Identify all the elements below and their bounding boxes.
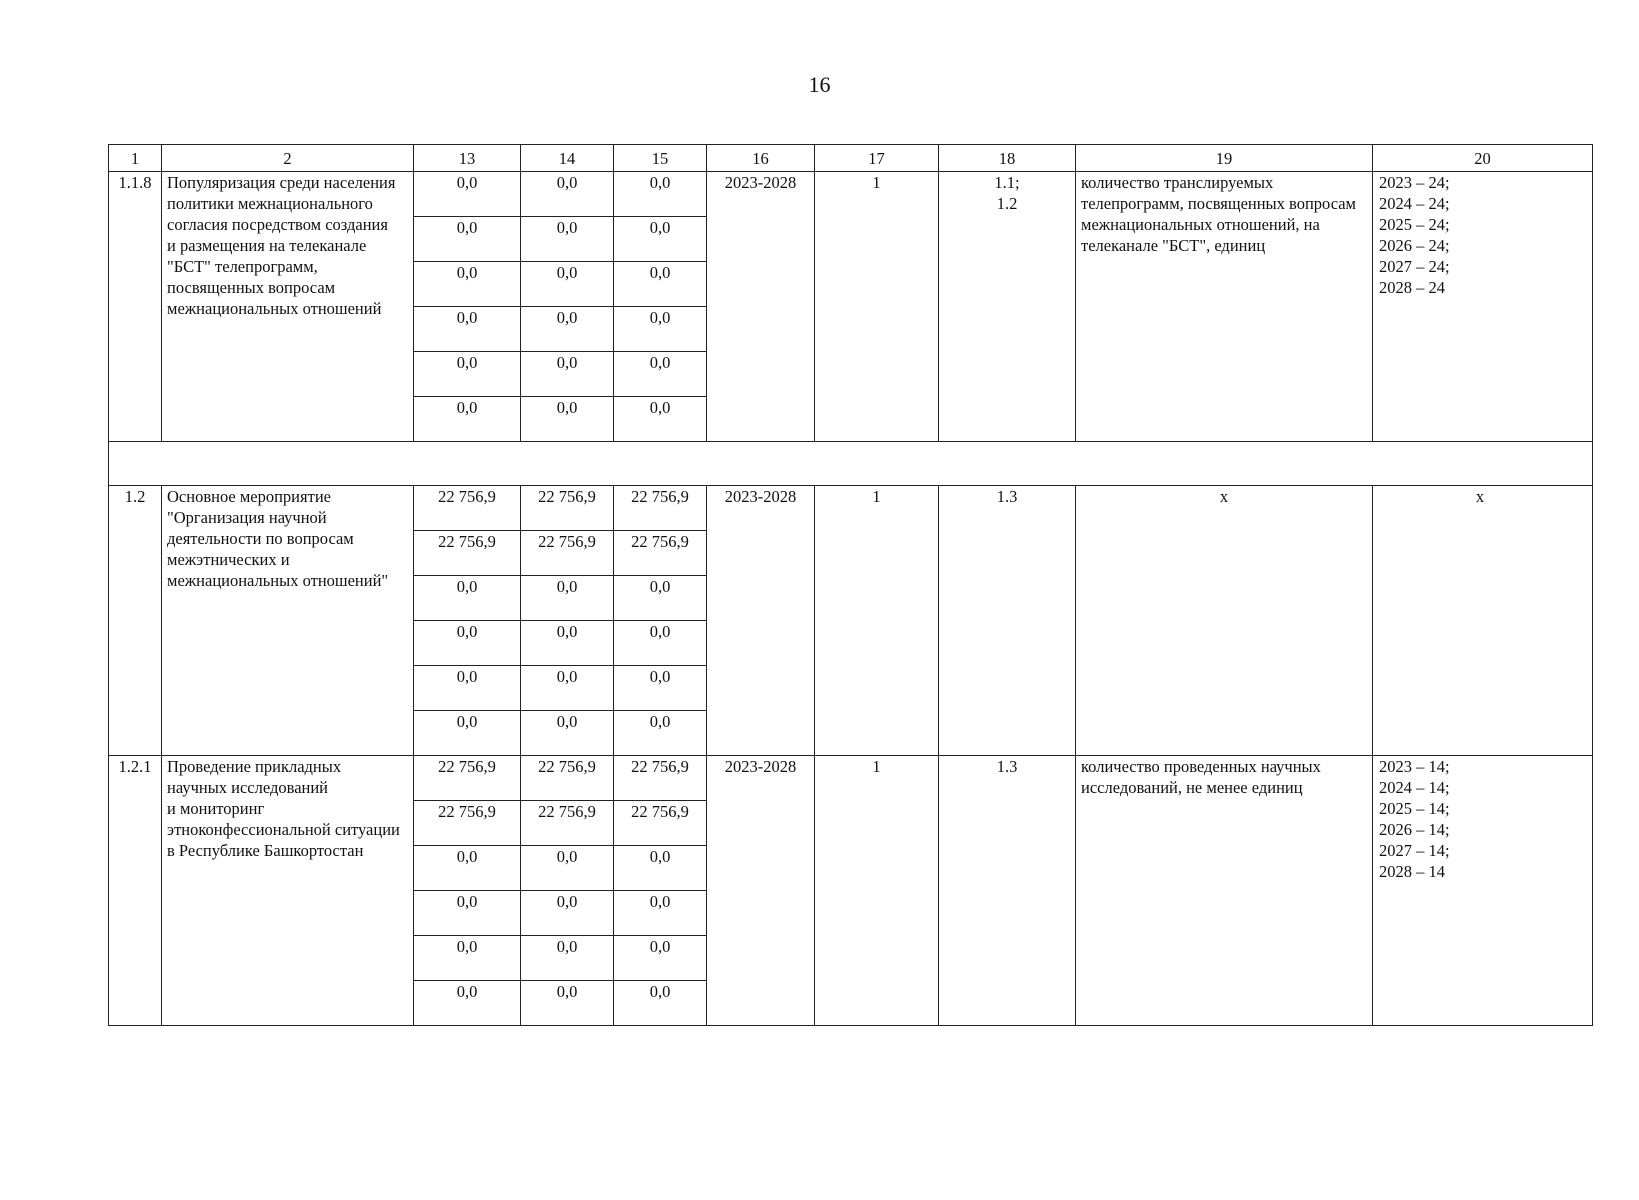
funding-value: 22 756,9 [521, 756, 614, 801]
implementation-period: 2023-2028 [707, 486, 815, 756]
funding-value: 0,0 [414, 981, 521, 1026]
column-17-value: 1 [815, 172, 939, 442]
funding-value: 0,0 [414, 666, 521, 711]
target-value-line: 2024 – 14; [1379, 778, 1450, 797]
funding-value: 0,0 [414, 936, 521, 981]
item-name [162, 756, 414, 1026]
column-18-value [939, 756, 1076, 1026]
funding-value: 0,0 [414, 846, 521, 891]
item-code: 1.1.8 [109, 172, 162, 442]
column-17-value: 1 [815, 756, 939, 1026]
target-value-line: 2024 – 24; [1379, 194, 1450, 213]
funding-value: 0,0 [614, 981, 707, 1026]
funding-value: 0,0 [414, 397, 521, 442]
column-17-value: 1 [815, 486, 939, 756]
funding-value: 0,0 [614, 307, 707, 352]
column-header: 16 [707, 145, 815, 172]
funding-value: 0,0 [521, 397, 614, 442]
funding-value: 0,0 [414, 621, 521, 666]
funding-value: 22 756,9 [414, 486, 521, 531]
item-code: 1.2.1 [109, 756, 162, 1026]
column-header: 15 [614, 145, 707, 172]
target-value-line: 2025 – 24; [1379, 215, 1450, 234]
funding-value: 22 756,9 [614, 486, 707, 531]
funding-value: 0,0 [414, 576, 521, 621]
item-name-line: согласия посредством создания [167, 215, 388, 234]
target-value-line: 2025 – 14; [1379, 799, 1450, 818]
column-18-line: 1.3 [996, 487, 1018, 506]
target-value-line: 2026 – 24; [1379, 236, 1450, 255]
funding-value: 22 756,9 [521, 801, 614, 846]
funding-value: 0,0 [614, 621, 707, 666]
target-value-line: 2028 – 24 [1379, 278, 1445, 297]
indicator-name [1076, 486, 1373, 756]
target-value-line: 2023 – 24; [1379, 173, 1450, 192]
separator-row [109, 442, 1593, 486]
funding-value: 0,0 [521, 217, 614, 262]
funding-value: 0,0 [614, 891, 707, 936]
funding-value: 0,0 [614, 711, 707, 756]
item-name [162, 172, 414, 442]
target-value-line: х [1475, 487, 1485, 506]
funding-value: 0,0 [414, 891, 521, 936]
column-header: 19 [1076, 145, 1373, 172]
funding-value: 0,0 [614, 262, 707, 307]
target-value-line: 2023 – 14; [1379, 757, 1450, 776]
separator-cell [109, 442, 1593, 486]
funding-value: 0,0 [521, 262, 614, 307]
funding-value: 0,0 [521, 576, 614, 621]
funding-value: 22 756,9 [614, 801, 707, 846]
funding-value: 0,0 [521, 621, 614, 666]
table-body [109, 172, 1593, 1026]
funding-value: 22 756,9 [414, 531, 521, 576]
funding-value: 0,0 [614, 846, 707, 891]
item-name-line: и мониторинг [167, 799, 265, 818]
funding-value: 0,0 [414, 262, 521, 307]
funding-value: 0,0 [521, 891, 614, 936]
program-table [108, 144, 1593, 1026]
funding-value: 0,0 [614, 397, 707, 442]
funding-value: 0,0 [521, 711, 614, 756]
funding-value: 22 756,9 [521, 531, 614, 576]
funding-value: 0,0 [414, 217, 521, 262]
funding-value: 0,0 [521, 981, 614, 1026]
item-name-line: Основное мероприятие [167, 487, 331, 506]
target-value-line: 2027 – 14; [1379, 841, 1450, 860]
item-name-line: в Республике Башкортостан [167, 841, 364, 860]
indicator-text: количество транслируемых телепрограмм, посвященных вопросам межнациональных отношений, на телеканале "БСТ", единиц [1081, 173, 1356, 255]
funding-value: 0,0 [614, 576, 707, 621]
target-value-line: 2027 – 24; [1379, 257, 1450, 276]
item-name-line: политики межнационального [167, 194, 373, 213]
item-name-line: межнациональных отношений [167, 299, 382, 318]
funding-value: 22 756,9 [614, 756, 707, 801]
indicator-name [1076, 172, 1373, 442]
funding-value: 0,0 [521, 352, 614, 397]
funding-value: 22 756,9 [414, 801, 521, 846]
column-header: 20 [1373, 145, 1593, 172]
column-18-value [939, 486, 1076, 756]
funding-value: 0,0 [414, 352, 521, 397]
funding-value: 22 756,9 [521, 486, 614, 531]
table-row [109, 756, 1593, 801]
funding-value: 0,0 [521, 846, 614, 891]
funding-value: 0,0 [614, 936, 707, 981]
item-name-line: научных исследований [167, 778, 329, 797]
target-values [1373, 486, 1593, 756]
item-name-line: деятельности по вопросам [167, 529, 354, 548]
funding-value: 0,0 [521, 172, 614, 217]
column-18-line: 1.2 [996, 194, 1018, 213]
column-header: 17 [815, 145, 939, 172]
column-header: 14 [521, 145, 614, 172]
item-name-line: и размещения на телеканале [167, 236, 367, 255]
funding-value: 0,0 [414, 711, 521, 756]
funding-value: 22 756,9 [414, 756, 521, 801]
column-18-line: 1.1; [994, 173, 1020, 192]
target-value-line: 2028 – 14 [1379, 862, 1445, 881]
indicator-name [1076, 756, 1373, 1026]
funding-value: 0,0 [521, 936, 614, 981]
item-name-line: межнациональных отношений" [167, 571, 389, 590]
indicator-text: х [1219, 487, 1229, 506]
item-code: 1.2 [109, 486, 162, 756]
item-name [162, 486, 414, 756]
item-name-line: межэтнических и [167, 550, 290, 569]
item-name-line: посвященных вопросам [167, 278, 336, 297]
funding-value: 0,0 [614, 172, 707, 217]
column-header: 2 [162, 145, 414, 172]
column-18-line: 1.3 [996, 757, 1018, 776]
target-values [1373, 756, 1593, 1026]
funding-value: 0,0 [614, 352, 707, 397]
funding-value: 0,0 [614, 666, 707, 711]
column-header: 18 [939, 145, 1076, 172]
item-name-line: Проведение прикладных [167, 757, 342, 776]
item-name-line: этноконфессиональной ситуации [167, 820, 400, 839]
item-name-line: "Организация научной [167, 508, 327, 527]
page-number: 16 [808, 72, 831, 97]
header-row [109, 145, 1593, 172]
item-name-line: "БСТ" телепрограмм, [167, 257, 318, 276]
column-header: 13 [414, 145, 521, 172]
funding-value: 0,0 [614, 217, 707, 262]
column-header: 1 [109, 145, 162, 172]
table-row [109, 486, 1593, 531]
funding-value: 0,0 [521, 307, 614, 352]
funding-value: 0,0 [414, 172, 521, 217]
funding-value: 0,0 [414, 307, 521, 352]
indicator-text: количество проведенных научных исследований, не менее единиц [1081, 757, 1321, 797]
target-value-line: 2026 – 14; [1379, 820, 1450, 839]
implementation-period: 2023-2028 [707, 756, 815, 1026]
table-row [109, 172, 1593, 217]
column-18-value [939, 172, 1076, 442]
table-header [109, 145, 1593, 172]
implementation-period: 2023-2028 [707, 172, 815, 442]
funding-value: 22 756,9 [614, 531, 707, 576]
item-name-line: Популяризация среди населения [167, 173, 396, 192]
funding-value: 0,0 [521, 666, 614, 711]
target-values [1373, 172, 1593, 442]
